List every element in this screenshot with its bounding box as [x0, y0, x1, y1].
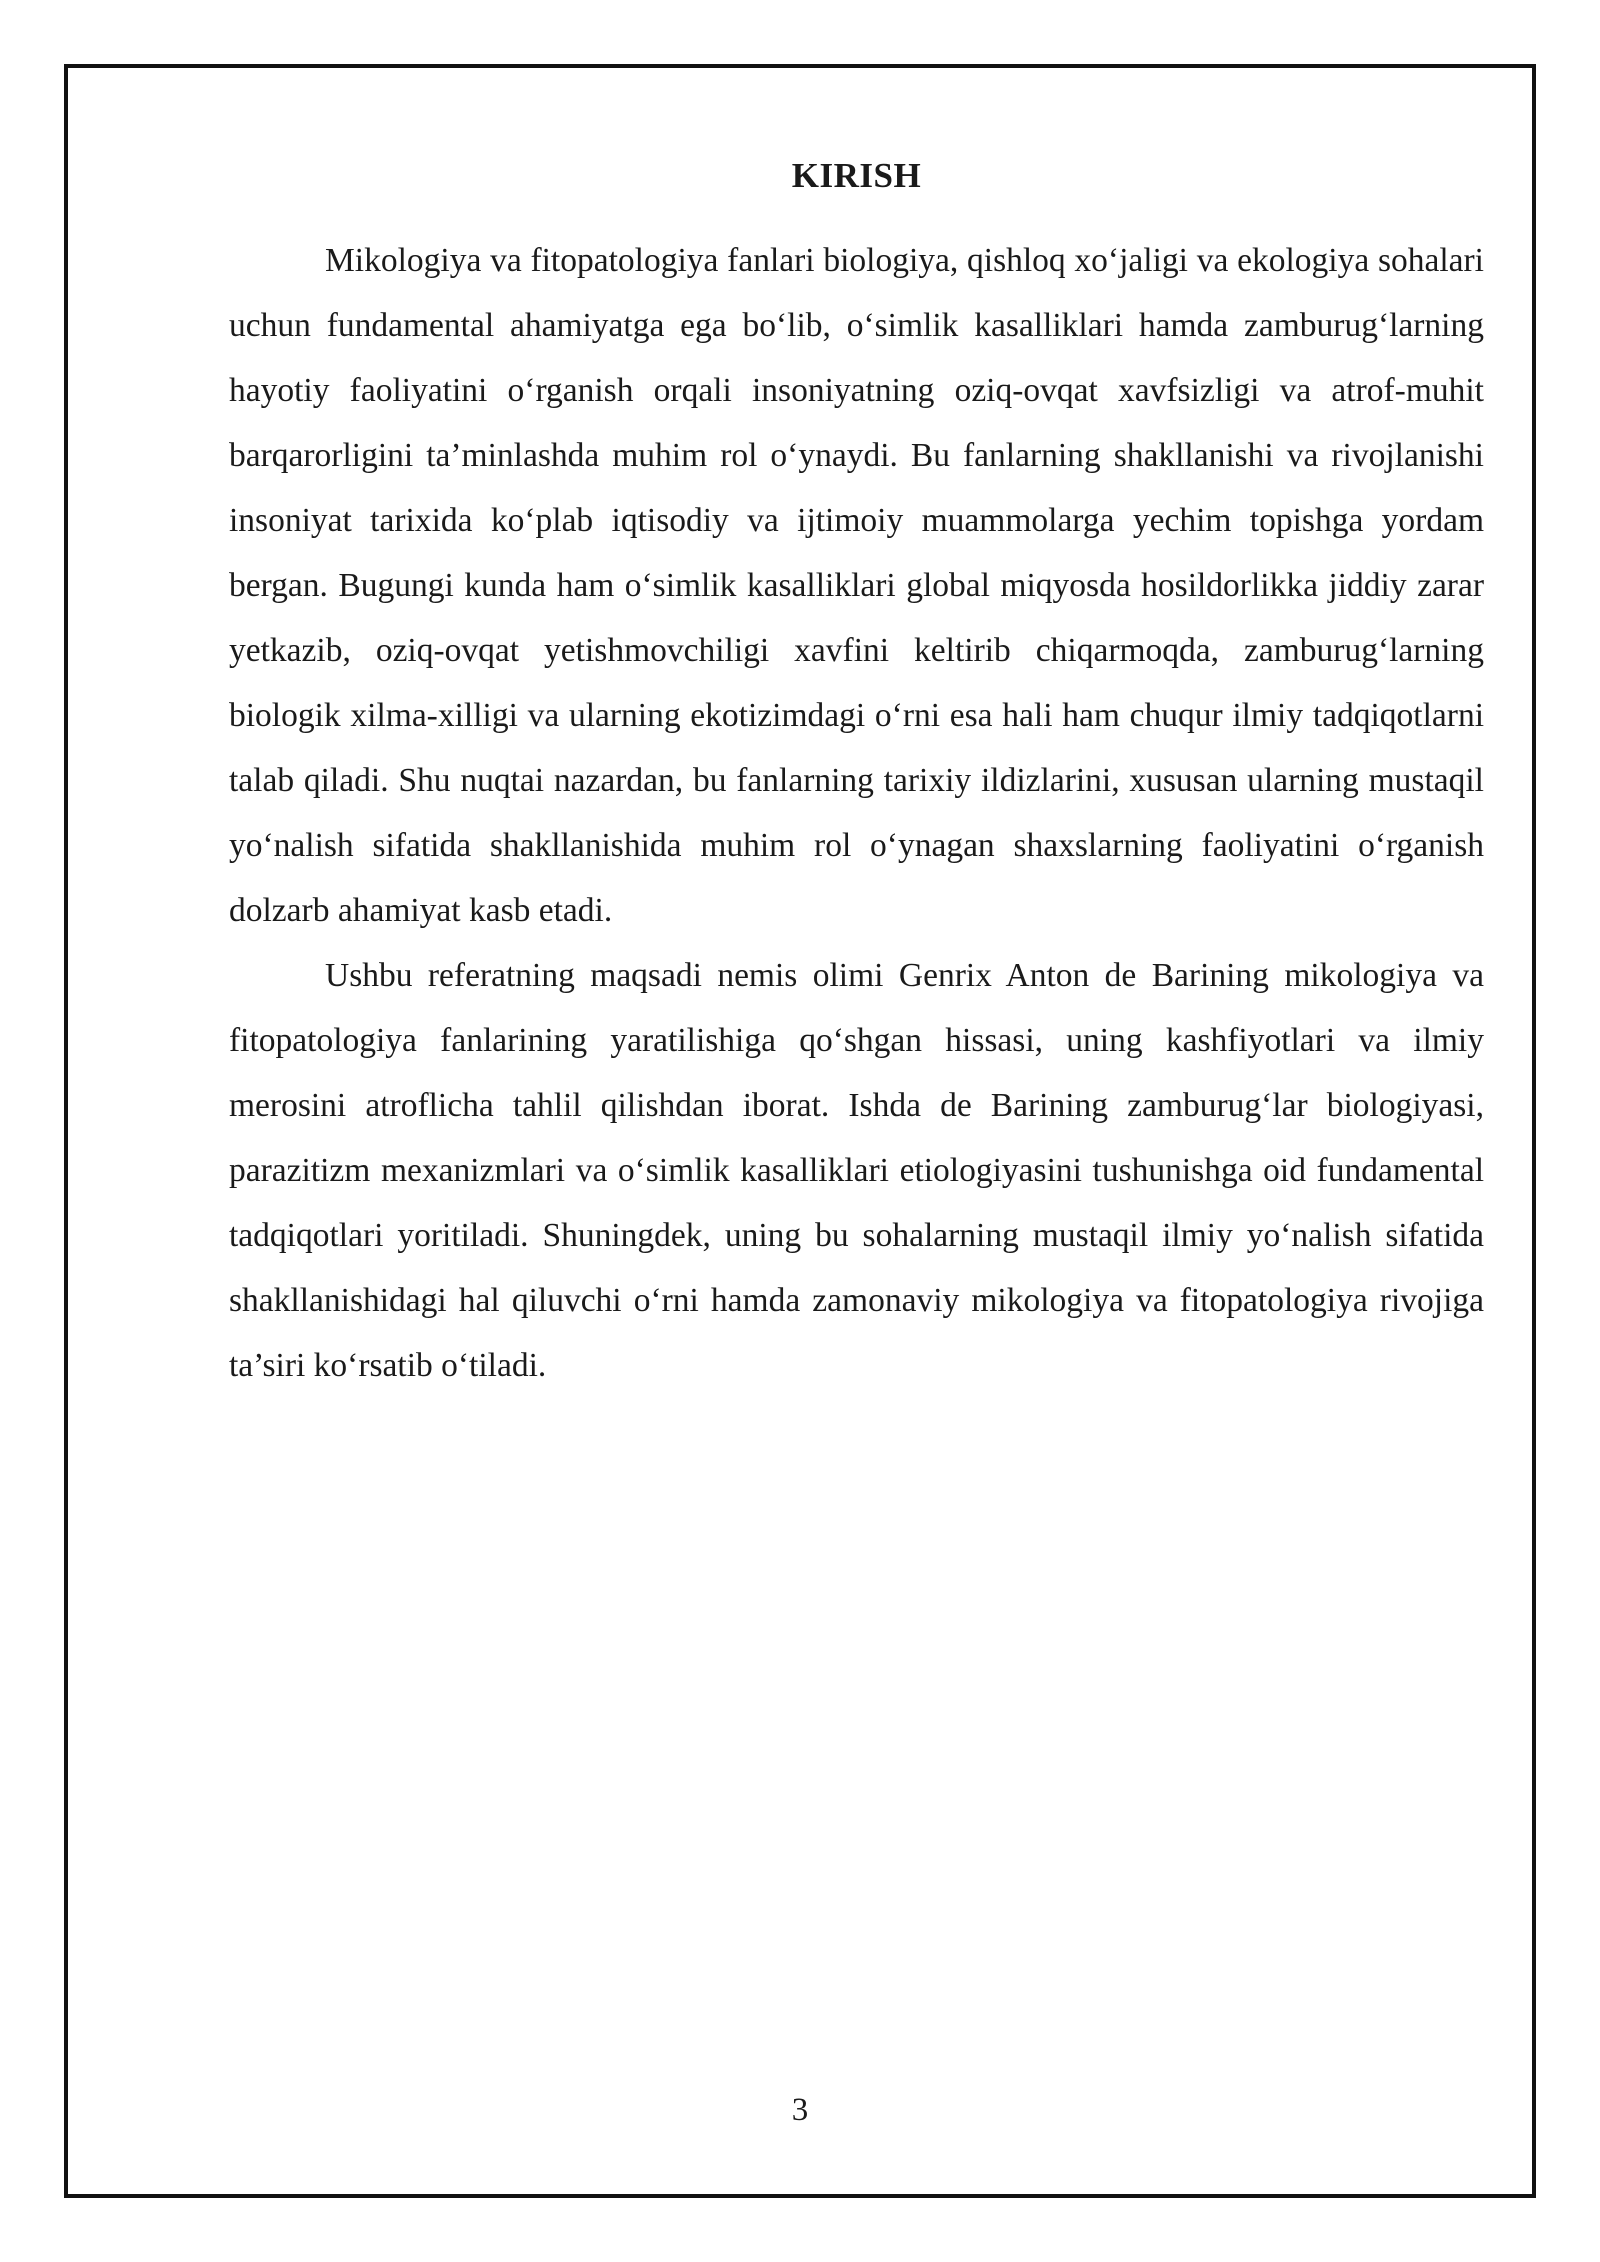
- document-body: [229, 150, 1484, 1398]
- paragraph-1: Mikologiya va fitopatologiya fanlari biologiya, qishloq xo‘jaligi va ekologiya sohalari uchun fundamental ahamiyatga ega bo‘lib, o‘simlik kasalliklari hamda zamburug‘larning hayotiy faoliyatini o‘rganish orqali insoniyatning oziq-ovqat xavfsizligi va atrof-muhit barqarorligini ta’minlashda muhim rol o‘ynaydi. Bu fanlarning shakllanishi va rivojlanishi insoniyat tarixida ko‘plab iqtisodiy va ijtimoiy muammolarga yechim topishga yordam bergan. Bugungi kunda ham o‘simlik kasalliklari global miqyosda hosildorlikka jiddiy zarar yetkazib, oziq-ovqat yetishmovchiligi xavfini keltirib chiqarmoqda, zamburug‘larning biologik xilma-xilligi va ularning ekotizimdagi o‘rni esa hali ham chuqur ilmiy tadqiqotlarni talab qiladi. Shu nuqtai nazardan, bu fanlarning tarixiy ildizlarini, xususan ularning mustaqil yo‘nalish sifatida shakllanishida muhim rol o‘ynagan shaxslarning faoliyatini o‘rganish dolzarb ahamiyat kasb etadi.: [229, 242, 1484, 929]
- section-heading: KIRISH: [791, 156, 922, 195]
- page-number: 3: [791, 2092, 809, 2128]
- paragraph-2: Ushbu referatning maqsadi nemis olimi Genrix Anton de Barining mikologiya va fitopatologiya fanlarining yaratilishiga qo‘shgan hissasi, uning kashfiyotlari va ilmiy merosini atroflicha tahlil qilishdan iborat. Ishda de Barining zamburug‘lar biologiyasi, parazitizm mexanizmlari va o‘simlik kasalliklari etiologiyasini tushunishga oid fundamental tadqiqotlari yoritiladi. Shuningdek, uning bu sohalarning mustaqil ilmiy yo‘nalish sifatida shakllanishidagi hal qiluvchi o‘rni hamda zamonaviy mikologiya va fitopatologiya rivojiga ta’siri ko‘rsatib o‘tiladi.: [229, 957, 1484, 1384]
